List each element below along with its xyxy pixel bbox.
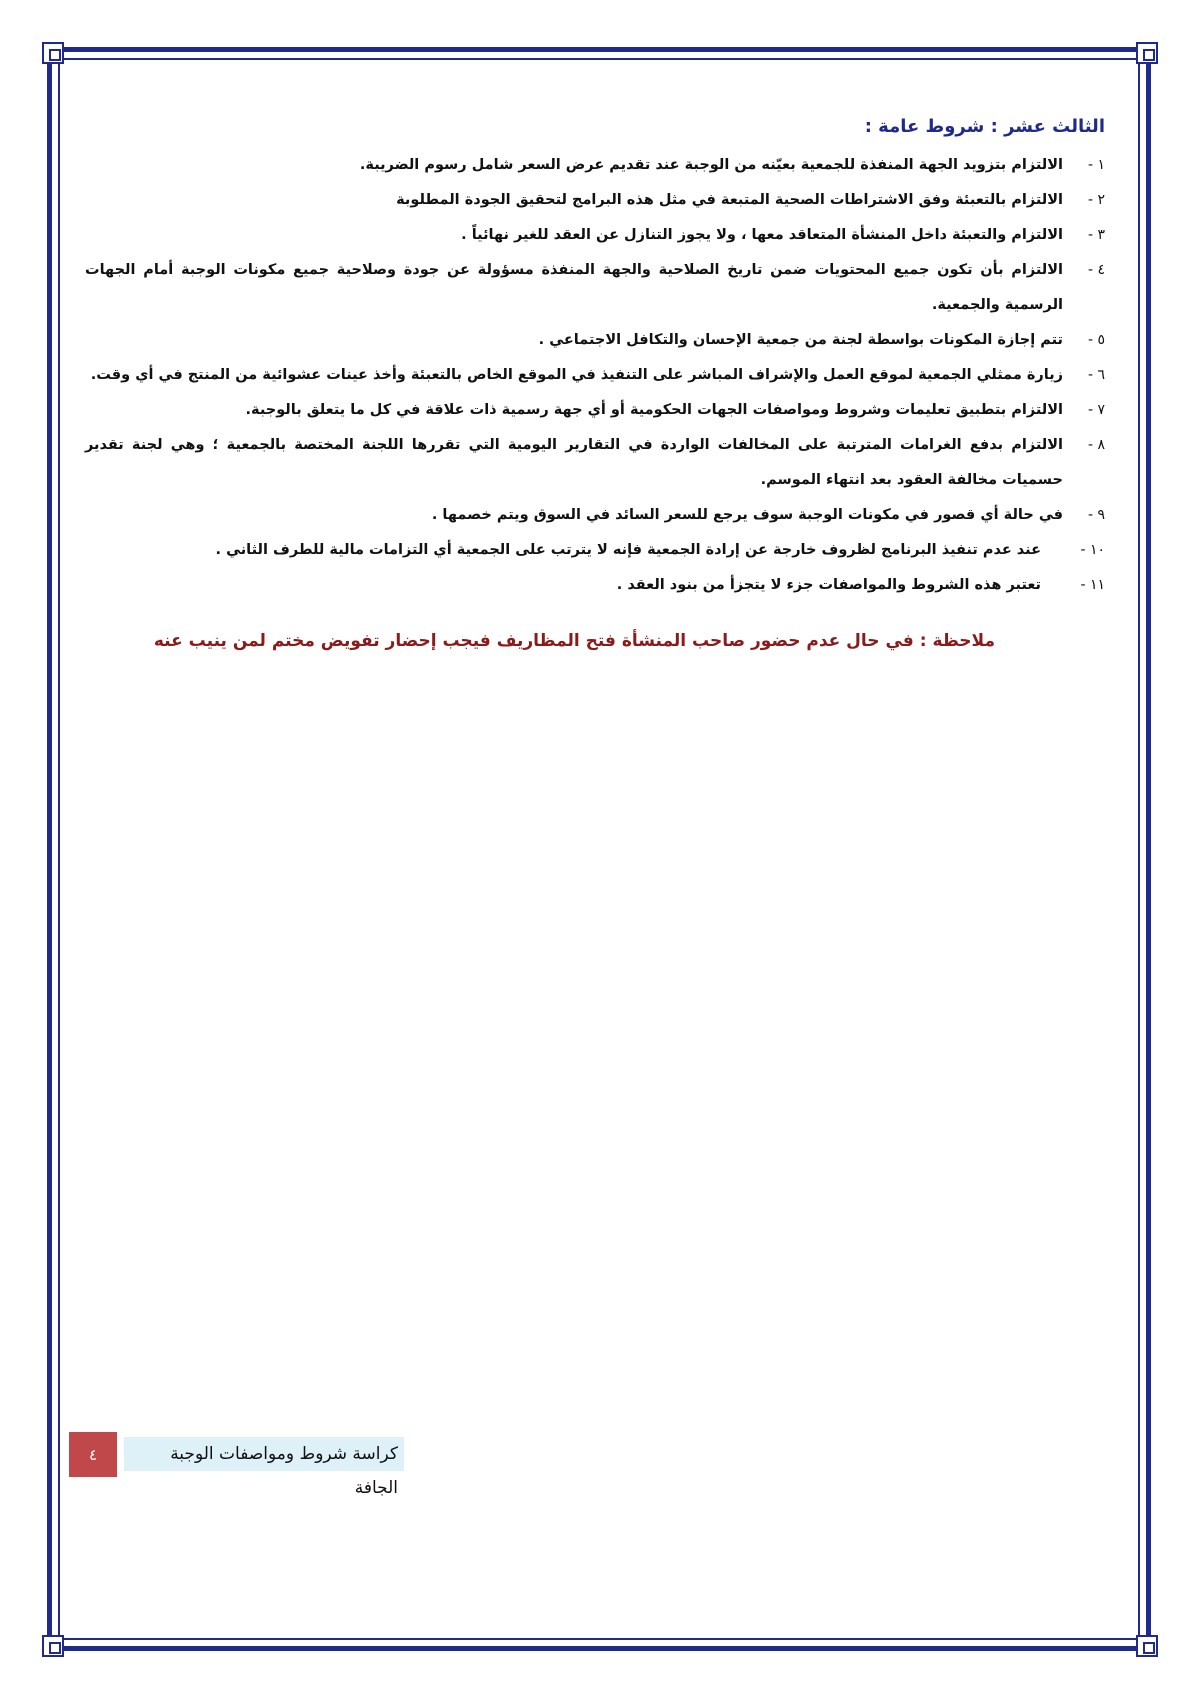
list-item xyxy=(85,358,1105,393)
item-text: تعتبر هذه الشروط والمواصفات جزء لا يتجزأ من بنود العقد . xyxy=(616,577,1041,593)
list-item xyxy=(85,218,1105,253)
corner-ornament-top-left xyxy=(42,42,64,64)
item-text: تتم إجازة المكونات بواسطة لجنة من جمعية الإحسان والتكافل الاجتماعي . xyxy=(538,332,1063,348)
list-item xyxy=(85,568,1105,603)
item-text: زيارة ممثلي الجمعية لموقع العمل والإشراف المباشر على التنفيذ في الموقع الخاص بالتعبئة وأخذ عينات عشوائية من المنتج في أي وقت. xyxy=(90,367,1063,383)
document-body xyxy=(85,112,1105,657)
item-text: في حالة أي قصور في مكونات الوجبة سوف يرجع للسعر السائد في السوق ويتم خصمها . xyxy=(431,507,1063,523)
item-text: عند عدم تنفيذ البرنامج لظروف خارجة عن إرادة الجمعية فإنه لا يترتب على الجمعية أي التزامات مالية للطرف الثاني . xyxy=(215,542,1041,558)
conditions-list xyxy=(85,148,1105,603)
item-number: ٤ - xyxy=(1087,262,1105,278)
item-text: الالتزام بتطبيق تعليمات وشروط ومواصفات الجهات الحكومية أو أي جهة رسمية ذات علاقة في كل ما يتعلق بالوجبة. xyxy=(245,402,1063,418)
item-number: ٣ - xyxy=(1087,227,1105,243)
item-number: ٨ - xyxy=(1087,437,1105,453)
item-number: ١٠ - xyxy=(1080,542,1105,558)
corner-ornament-top-right xyxy=(1136,42,1158,64)
item-number: ٦ - xyxy=(1087,367,1105,383)
item-number: ٧ - xyxy=(1087,402,1105,418)
item-text: الالتزام والتعبئة داخل المنشأة المتعاقد معها ، ولا يجوز التنازل عن العقد للغير نهائياً . xyxy=(461,227,1063,243)
list-item xyxy=(85,253,1105,323)
item-number: ٩ - xyxy=(1087,507,1105,523)
corner-ornament-bottom-left xyxy=(42,1635,64,1657)
list-item xyxy=(85,323,1105,358)
item-text: الالتزام بأن تكون جميع المحتويات ضمن تاريخ الصلاحية والجهة المنفذة مسؤولة عن جودة وصلاحية جميع مكونات الوجبة أمام الجهات الرسمية والجمعية. xyxy=(85,262,1063,313)
item-number: ٥ - xyxy=(1087,332,1105,348)
list-item xyxy=(85,393,1105,428)
item-number: ٢ - xyxy=(1087,192,1105,208)
list-item xyxy=(85,533,1105,568)
list-item xyxy=(85,498,1105,533)
list-item xyxy=(85,428,1105,498)
item-number: ١ - xyxy=(1087,157,1105,173)
page-number: ٤ xyxy=(69,1432,117,1477)
item-text: الالتزام بتزويد الجهة المنفذة للجمعية بعيّنه من الوجبة عند تقديم عرض السعر شامل رسوم الضريبة. xyxy=(359,157,1063,173)
section-heading: الثالث عشر : شروط عامة : xyxy=(864,116,1105,137)
list-item xyxy=(85,148,1105,183)
note-text: ملاحظة : في حال عدم حضور صاحب المنشأة فتح المظاريف فيجب إحضار تفويض مختم لمن ينيب عنه xyxy=(153,631,995,651)
footer-title: كراسة شروط ومواصفات الوجبة الجافة xyxy=(124,1437,404,1471)
list-item xyxy=(85,183,1105,218)
item-text: الالتزام بدفع الغرامات المترتبة على المخالفات الواردة في التقارير اليومية التي تقررها اللجنة المختصة بالجمعية ؛ وهي لجنة تقدير حسميات مخالفة العقود بعد انتهاء الموسم. xyxy=(85,437,1063,488)
item-text: الالتزام بالتعبئة وفق الاشتراطات الصحية المتبعة في مثل هذه البرامج لتحقيق الجودة المطلوبة xyxy=(396,192,1063,208)
item-number: ١١ - xyxy=(1080,577,1105,593)
corner-ornament-bottom-right xyxy=(1136,1635,1158,1657)
